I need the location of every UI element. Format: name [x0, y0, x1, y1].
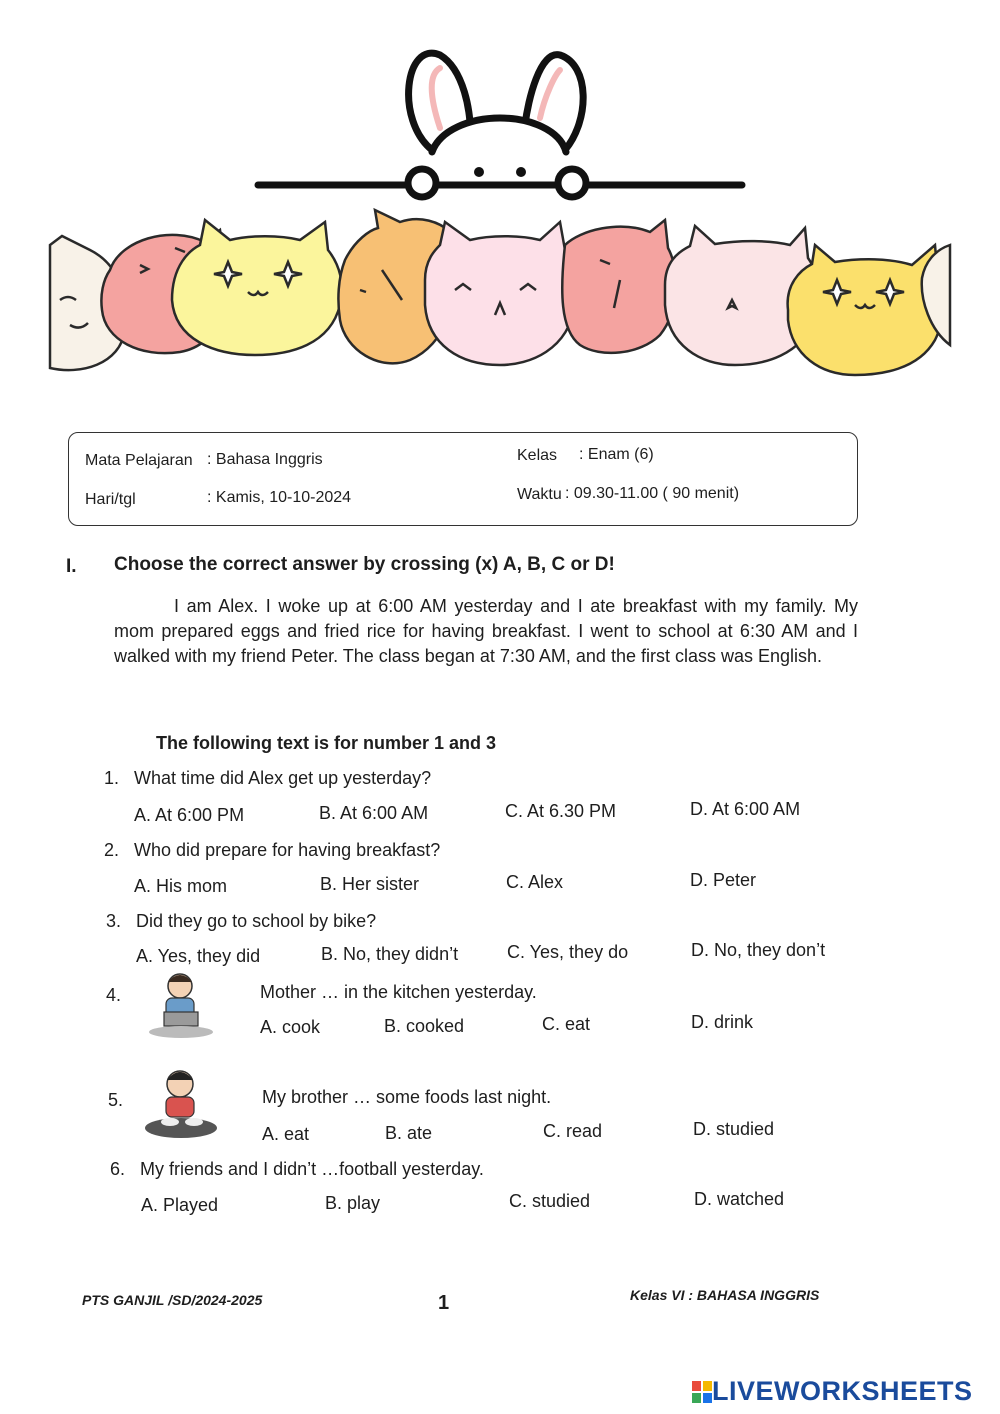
- info-box: [68, 432, 858, 526]
- date-label: Hari/tgl: [85, 491, 136, 508]
- liveworksheets-icon: [692, 1381, 712, 1403]
- q4-option-c[interactable]: C. eat: [542, 1014, 591, 1034]
- question-text: What time did Alex get up yesterday?: [134, 768, 432, 788]
- q5-option-c[interactable]: C. read: [543, 1121, 603, 1141]
- question-2: [104, 840, 440, 861]
- question-number: 1.: [104, 768, 120, 788]
- q6-option-c[interactable]: C. studied: [509, 1191, 591, 1211]
- q1-option-a[interactable]: A. At 6:00 PM: [134, 805, 245, 825]
- q1-option-d[interactable]: D. At 6:00 AM: [690, 799, 801, 819]
- reading-passage: [114, 594, 858, 669]
- header-illustration: [0, 0, 1000, 400]
- page-number: 1: [438, 1292, 450, 1314]
- q2-option-b[interactable]: B. Her sister: [320, 874, 420, 894]
- q4-option-b[interactable]: B. cooked: [384, 1016, 465, 1036]
- pink-cat-2-illustration: [562, 220, 676, 353]
- q4-option-d[interactable]: D. drink: [691, 1012, 754, 1032]
- liveworksheets-logo[interactable]: [692, 1376, 973, 1407]
- q2-option-d[interactable]: D. Peter: [690, 870, 757, 890]
- time-label: Waktu: [517, 486, 562, 503]
- subject-label: Mata Pelajaran: [85, 452, 193, 469]
- passage-instruction: The following text is for number 1 and 3: [156, 733, 497, 753]
- footer-exam-code: PTS GANJIL /SD/2024-2025: [82, 1292, 263, 1308]
- question-text: My friends and I didn’t …football yesterday.: [140, 1159, 484, 1179]
- q4-option-a[interactable]: A. cook: [260, 1017, 321, 1037]
- q5-option-b[interactable]: B. ate: [385, 1123, 433, 1143]
- question-5-number: 5.: [108, 1090, 124, 1110]
- subject-value: : Bahasa Inggris: [207, 451, 323, 468]
- question-4-number: 4.: [106, 985, 122, 1005]
- q6-option-d[interactable]: D. watched: [694, 1189, 785, 1209]
- q3-option-d[interactable]: D. No, they don’t: [691, 940, 826, 960]
- light-pink-cat-illustration: [425, 222, 576, 365]
- q5-option-a[interactable]: A. eat: [262, 1124, 310, 1144]
- bunny-illustration: [258, 53, 742, 197]
- mother-cooking-picture: [146, 970, 216, 1042]
- class-label: Kelas: [517, 447, 558, 464]
- question-number: 3.: [106, 911, 122, 931]
- question-5-text: My brother … some foods last night.: [262, 1087, 552, 1107]
- q5-option-d[interactable]: D. studied: [693, 1119, 775, 1139]
- date-value: : Kamis, 10-10-2024: [207, 489, 352, 506]
- question-1: [104, 768, 431, 789]
- q3-option-b[interactable]: B. No, they didn’t: [321, 944, 459, 964]
- q1-option-c[interactable]: C. At 6.30 PM: [505, 801, 617, 821]
- q6-option-a[interactable]: A. Played: [141, 1195, 219, 1215]
- q6-option-b[interactable]: B. play: [325, 1193, 381, 1213]
- q3-option-c[interactable]: C. Yes, they do: [507, 942, 629, 962]
- footer-class-subject: Kelas VI : BAHASA INGGRIS: [630, 1287, 820, 1303]
- cats-row-illustration: [50, 210, 950, 375]
- question-text: Did they go to school by bike?: [136, 911, 377, 931]
- q3-option-a[interactable]: A. Yes, they did: [136, 946, 261, 966]
- time-value: : 09.30-11.00 ( 90 menit): [565, 485, 740, 502]
- q2-option-c[interactable]: C. Alex: [506, 872, 564, 892]
- golden-cat-illustration: [788, 245, 943, 375]
- q2-option-a[interactable]: A. His mom: [134, 876, 228, 896]
- question-4-text: Mother … in the kitchen yesterday.: [260, 982, 537, 1002]
- question-number: 6.: [110, 1159, 126, 1179]
- question-6: [110, 1159, 484, 1180]
- q1-option-b[interactable]: B. At 6:00 AM: [319, 803, 429, 823]
- question-3: [106, 911, 376, 932]
- question-number: 2.: [104, 840, 120, 860]
- section-number: I.: [66, 556, 77, 577]
- class-value: : Enam (6): [579, 446, 654, 463]
- boy-eating-picture: [142, 1066, 220, 1144]
- section-title: Choose the correct answer by crossing (x) A, B, C or D!: [114, 554, 615, 575]
- question-text: Who did prepare for having breakfast?: [134, 840, 441, 860]
- passage-text: I am Alex. I woke up at 6:00 AM yesterday and I ate breakfast with my family. My mom prepared eggs and fried rice for having breakfast. I went to school at 6:30 AM and I walked with my friend Peter. The class began at 7:30 AM, and the first class was English.: [114, 596, 858, 666]
- liveworksheets-wordmark: LIVEWORKSHEETS: [712, 1376, 973, 1406]
